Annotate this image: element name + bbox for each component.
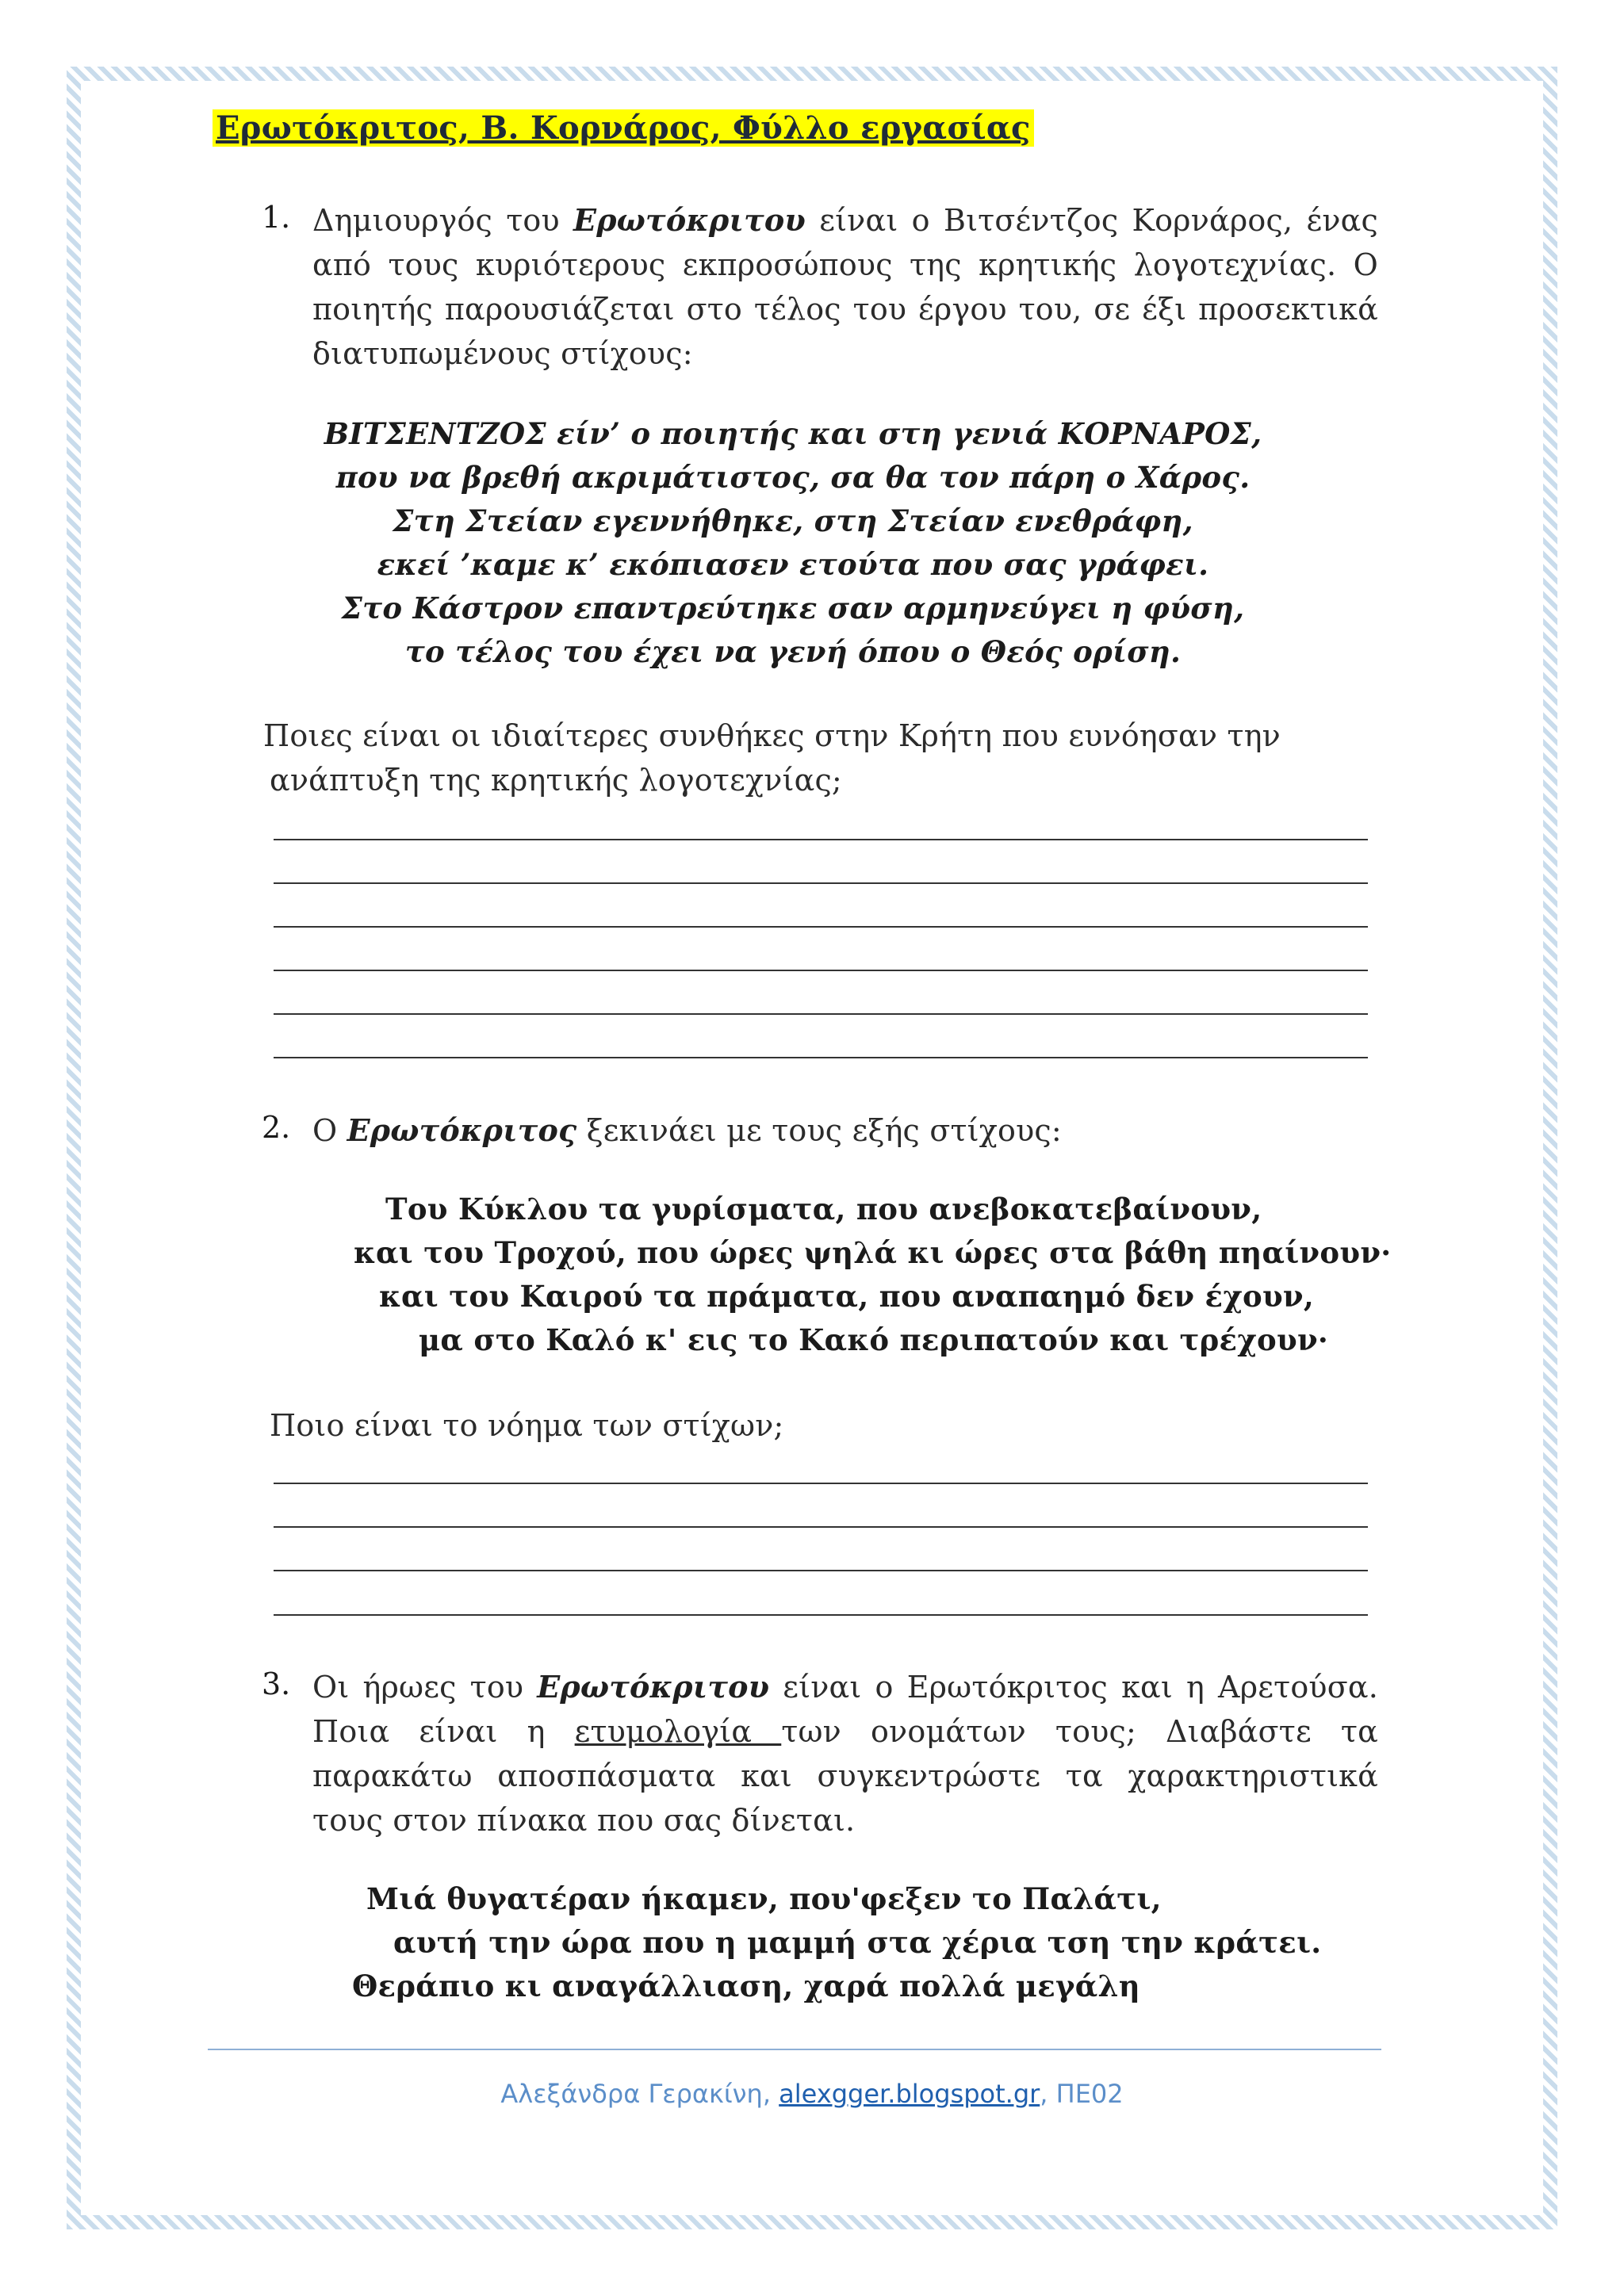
- question-line: Ποιες είναι οι ιδιαίτερες συνθήκες στην Κρήτη που ευνόησαν την: [263, 718, 1281, 753]
- q1-intro-after: είναι ο Βιτσέντζος Κορνάρος, ένας από τους κυριότερους εκπροσώπους της κρητικής λογοτεχνίας. Ο ποιητής παρουσιάζεται στο τέλος του έργου του, σε έξι προσεκτικά διατυπωμένους στίχους:: [312, 203, 1378, 371]
- q3-intro-after: των ονομάτων τους; Διαβάστε τα παρακάτω αποσπάσματα και συγκεντρώστε τα χαρακτηριστικά τους στον πίνακα που σας δίνεται.: [312, 1714, 1378, 1838]
- worksheet-title: Ερωτόκριτος, Β. Κορνάρος, Φύλλο εργασίας: [213, 109, 1034, 147]
- footer-suffix: , ΠΕ02: [1040, 2079, 1124, 2109]
- question-line: ανάπτυξη της κρητικής λογοτεχνίας;: [270, 763, 842, 798]
- verse-line: εκεί ’καμε κ’ εκόπιασεν ετούτα που σας γράφει.: [377, 547, 1209, 582]
- answer-line[interactable]: [274, 839, 1368, 840]
- question-2-number: 2.: [262, 1110, 291, 1145]
- q3-intro-before: Οι ήρωες του: [312, 1670, 538, 1705]
- answer-line[interactable]: [274, 970, 1368, 971]
- question-1-intro: [312, 198, 1378, 376]
- answer-line[interactable]: [274, 1057, 1368, 1058]
- verse-line: Στη Στείαν εγεννήθηκε, στη Στείαν ενεθράφη,: [393, 503, 1193, 538]
- answer-line[interactable]: [274, 1614, 1368, 1616]
- footer-author: Αλεξάνδρα Γερακίνη,: [500, 2079, 779, 2109]
- verse-line: που να βρεθή ακριμάτιστος, σα θα τον πάρη ο Χάρος.: [335, 460, 1251, 495]
- footer-blog-link[interactable]: alexgger.blogspot.gr: [779, 2079, 1040, 2109]
- verse-line: μα στο Καλό κ' εις το Κακό περιπατούν και τρέχουν·: [419, 1322, 1329, 1357]
- verse-line: Του Κύκλου τα γυρίσματα, που ανεβοκατεβαίνουν,: [385, 1192, 1262, 1226]
- verse-line: αυτή την ώρα που η μαμμή στα χέρια τση την κράτει.: [393, 1925, 1322, 1960]
- q2-intro-title: Ερωτόκριτος: [347, 1112, 577, 1148]
- q1-intro-title: Ερωτόκριτου: [573, 202, 806, 238]
- q3-intro-mid: είναι ο Ερωτόκριτος και η Αρετούσα. Ποια είναι η: [312, 1670, 1378, 1749]
- answer-line[interactable]: [274, 926, 1368, 928]
- q1-intro-before: Δημιουργός του: [312, 203, 574, 238]
- q2-intro-after: ξεκινάει με τους εξής στίχους:: [576, 1113, 1062, 1148]
- question-3-number: 3.: [262, 1667, 291, 1701]
- question-3-intro: [312, 1665, 1378, 1843]
- verse-line: το τέλος του έχει να γενή όπου ο Θεός ορίση.: [404, 634, 1182, 669]
- verse-line: ΒΙΤΣΕΝΤΖΟΣ είν’ ο ποιητής και στη γενιά ΚΟΡΝΑΡΟΣ,: [324, 416, 1262, 451]
- footer: [0, 2079, 1624, 2109]
- q3-intro-etymology: ετυμολογία: [574, 1714, 782, 1749]
- verse-line: Μιά θυγατέραν ήκαμεν, που'φεξεν το Παλάτι,: [366, 1881, 1162, 1916]
- question-1-prompt: [263, 714, 1281, 802]
- answer-line[interactable]: [274, 1483, 1368, 1484]
- answer-line[interactable]: [274, 882, 1368, 884]
- q2-intro-before: Ο: [312, 1113, 347, 1148]
- question-2-intro: [312, 1108, 1378, 1153]
- q3-intro-title: Ερωτόκριτου: [537, 1669, 770, 1705]
- verse-line: Στο Κάστρον επαντρεύτηκε σαν αρμηνεύγει η φύση,: [341, 591, 1245, 626]
- q3-verses: [0, 1877, 1321, 2008]
- verse-line: Θεράπιο κι αναγάλλιαση, χαρά πολλά μεγάλη: [352, 1969, 1140, 2003]
- footer-divider: [208, 2049, 1381, 2050]
- q2-verses: [0, 1188, 1392, 1362]
- answer-line[interactable]: [274, 1526, 1368, 1528]
- verse-line: και του Τροχού, που ώρες ψηλά κι ώρες στα βάθη πηαίνουν·: [354, 1235, 1392, 1270]
- answer-line[interactable]: [274, 1570, 1368, 1571]
- answer-line[interactable]: [274, 1013, 1368, 1015]
- q1-verses: [238, 412, 1348, 674]
- verse-line: και του Καιρού τα πράματα, που αναπαημό δεν έχουν,: [379, 1279, 1315, 1314]
- question-2-prompt: Ποιο είναι το νόημα των στίχων;: [270, 1408, 784, 1443]
- question-1-number: 1.: [262, 200, 291, 235]
